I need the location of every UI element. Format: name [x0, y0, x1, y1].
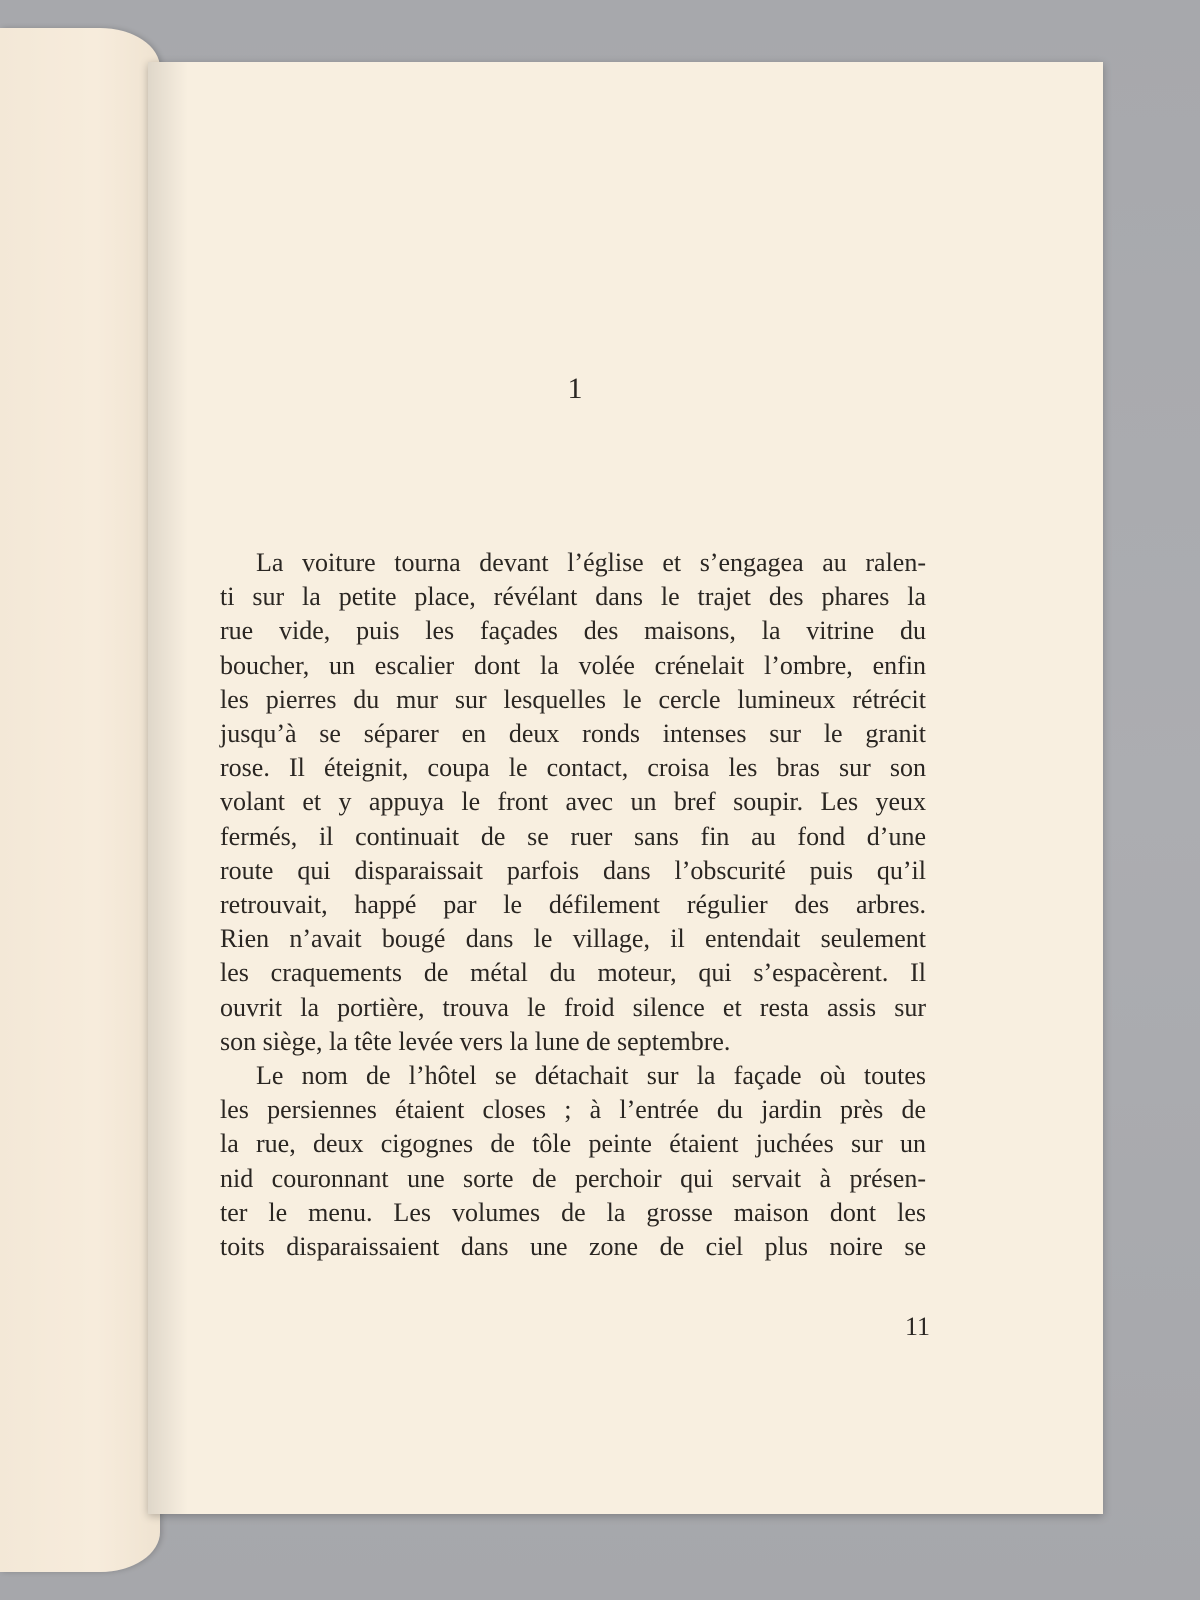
text-line: boucher, un escalier dont la volée crénelait l’ombre, enfin [220, 650, 926, 680]
page-number: 11 [904, 1312, 930, 1341]
text-line: volant et y appuya le front avec un bref soupir. Les yeux [220, 787, 926, 817]
text-line: ti sur la petite place, révélant dans le trajet des phares la [220, 582, 926, 612]
text-line: les craquements de métal du moteur, qui s’espacèrent. Il [220, 958, 926, 988]
text-line: Le nom de l’hôtel se détachait sur la façade où toutes [256, 1061, 926, 1091]
text-line: nid couronnant une sorte de perchoir qui servait à présen- [220, 1163, 926, 1193]
text-line: Rien n’avait bougé dans le village, il entendait seulement [220, 924, 926, 954]
text-line: rue vide, puis les façades des maisons, la vitrine du [220, 616, 926, 646]
text-line: rose. Il éteignit, coupa le contact, croisa les bras sur son [220, 753, 926, 783]
text-line: ter le menu. Les volumes de la grosse maison dont les [220, 1197, 926, 1227]
text-line: son siège, la tête levée vers la lune de septembre. [220, 1026, 731, 1056]
chapter-number: 1 [567, 372, 583, 405]
text-line: les pierres du mur sur lesquelles le cercle lumineux rétrécit [220, 684, 926, 714]
text-line: fermés, il continuait de se ruer sans fin au fond d’une [220, 821, 926, 851]
text-line: La voiture tourna devant l’église et s’engagea au ralen- [256, 548, 926, 577]
text-line: ouvrit la portière, trouva le froid silence et resta assis sur [220, 992, 926, 1022]
text-line: toits disparaissaient dans une zone de ciel plus noire se [220, 1232, 926, 1262]
text-line: route qui disparaissait parfois dans l’obscurité puis qu’il [220, 855, 926, 885]
body-text [220, 546, 926, 1264]
left-page-edge [0, 28, 160, 1572]
text-line: les persiennes étaient closes ; à l’entrée du jardin près de [220, 1095, 926, 1125]
text-line: retrouvait, happé par le défilement régulier des arbres. [220, 890, 926, 920]
text-line: jusqu’à se séparer en deux ronds intenses sur le granit [220, 719, 926, 749]
text-line: la rue, deux cigognes de tôle peinte étaient juchées sur un [220, 1129, 926, 1159]
